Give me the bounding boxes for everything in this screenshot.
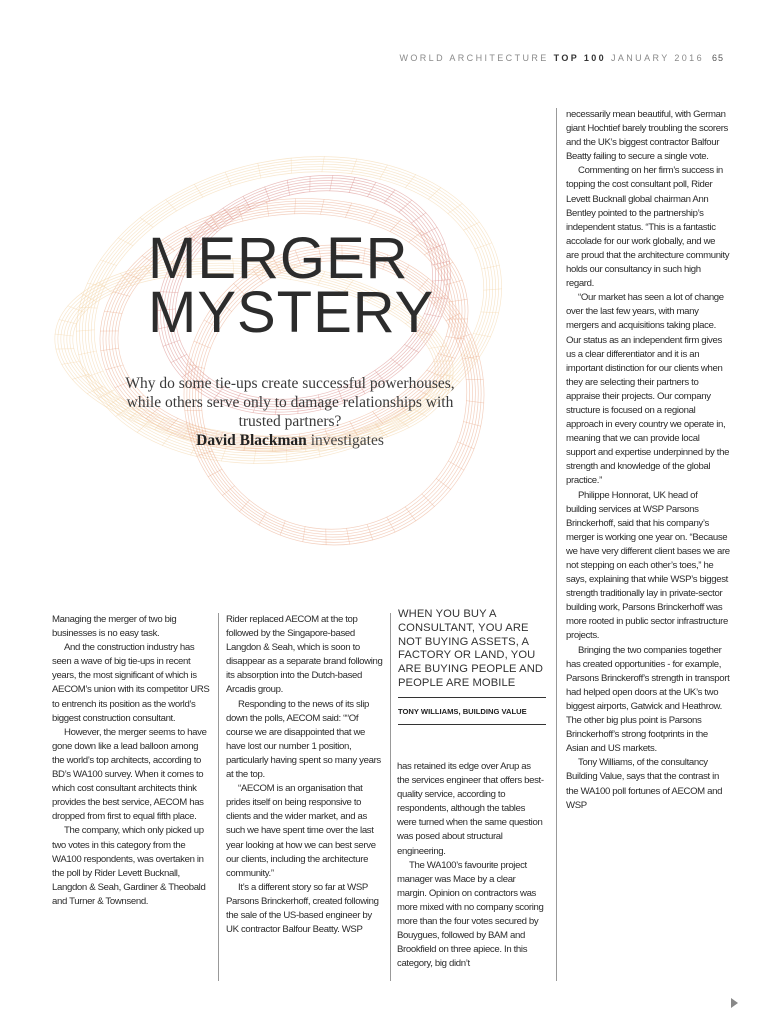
paragraph: Rider replaced AECOM at the top followed by the Singapore-based Langdon & Seah, which is soon to disappear as a separate brand following its absorption into the Dutch-based Arcadis group. xyxy=(226,614,383,696)
paragraph: And the construction industry has seen a wave of big tie-ups in recent years, the most significant of which is AECOM’s union with its competitor URS to entrench its position as the world’s biggest construction consultant. xyxy=(52,642,210,724)
paragraph: Commenting on her firm’s success in topping the cost consultant poll, Rider Levett Bucknall global chairman Ann Bentley pointed to the partnership’s independent status. “This is a fantastic accolade for our work globally, and we are proud that the architecture community holds our consultancy in such high regard. xyxy=(566,165,730,290)
body-column-4 xyxy=(566,108,730,813)
pull-quote-rule xyxy=(398,697,546,698)
paragraph: The WA100’s favourite project manager was Mace by a clear margin. Opinion on contractors was more mixed with no company scoring more than the four votes secured by Bouygues, followed by BAM and Brookfield on three apiece. In this category, big didn’t xyxy=(397,859,544,970)
body-column-1 xyxy=(52,613,212,909)
ribbon-stroke xyxy=(411,213,426,223)
ribbon-stroke xyxy=(475,243,492,249)
paragraph: necessarily mean beautiful, with German giant Hochtief barely troubling the scorers and the UK’s biggest contractor Balfour Beatty failing to secure a single vote. xyxy=(566,109,728,163)
column-divider-2 xyxy=(390,613,391,981)
ribbon-stroke xyxy=(166,200,177,211)
pull-quote-rule-bottom xyxy=(398,724,546,725)
body-column-3 xyxy=(397,760,545,971)
ribbon-stroke xyxy=(113,292,130,297)
byline-suffix: investigates xyxy=(306,432,384,449)
ribbon-stroke xyxy=(101,260,117,266)
standfirst-text: Why do some tie-ups create successful powerhouses, while others serve only to damage relationships with trusted partners? xyxy=(125,375,455,430)
ribbon-stroke xyxy=(436,479,450,490)
ribbon-stroke xyxy=(369,210,378,224)
paragraph: The company, which only picked up two votes in this category from the WA100 respondents, was overtaken in the poll by Rider Levett Bucknall, Langdon & Seah, Gardiner & Theobald and Turner & Townsend. xyxy=(52,825,206,907)
paragraph: Philippe Honnorat, UK head of building services at WSP Parsons Brinckerhoff, said that his company’s merger is working one year on. “Because we have very different client bases we are not stepping on each other’s toes,” he says, explaining that while WSP’s biggest strength traditionally lay in private-sector building work, Parsons Brinckerhoff was more rooted in public sector infrastructure projects. xyxy=(566,489,730,642)
body-column-2 xyxy=(226,613,384,937)
pull-quote-text: WHEN YOU BUY A CONSULTANT, YOU ARE NOT BUYING ASSETS, A FACTORY OR LAND, YOU ARE BUYING PEOPLE AND PEOPLE ARE MOBILE xyxy=(398,608,544,689)
column-divider-1 xyxy=(218,613,219,981)
spiral-ribbon-illustration xyxy=(34,95,544,600)
page-number: 65 xyxy=(711,53,724,63)
running-header xyxy=(0,53,724,63)
ribbon-stroke xyxy=(265,187,270,201)
paragraph: “Our market has seen a lot of change over the last few years, with many mergers and acquisitions taking place. Our status as an independent firm gives us a clear differentiator and it is an important distinction for our clients when they are selecting their partners to appraise their projects. Our company structure is focused on a regional approach in every country we operate in, meaning that we can provide local support and expertise underpinned by the strength and knowledge of the global practice.” xyxy=(566,292,730,487)
title-line-1: MERGER xyxy=(148,226,409,291)
ribbon-stroke xyxy=(428,188,440,200)
pull-quote-attribution: TONY WILLIAMS, BUILDING VALUE xyxy=(398,706,527,716)
paragraph: Tony Williams, of the consultancy Building Value, says that the contrast in the WA100 poll fortunes of AECOM and WSP xyxy=(566,757,723,811)
header-issue: JANUARY 2016 xyxy=(606,53,704,63)
header-prefix: WORLD ARCHITECTURE xyxy=(399,53,554,63)
article-title xyxy=(148,226,468,345)
paragraph: “AECOM is an organisation that prides itself on being responsive to clients and the wider market, and as such we have spent time over the last year looking at how we can best serve our clients, including the architecture community.” xyxy=(226,783,376,879)
ribbon-stroke xyxy=(461,355,477,361)
paragraph: However, the merger seems to have gone down like a lead balloon among the world’s top architects, according to BD’s WA100 survey. When it comes to which cost consultant architects think provides the best service, AECOM has dropped from first to equal fifth place. xyxy=(52,726,207,823)
byline-author: David Blackman xyxy=(196,432,307,449)
paragraph: Managing the merger of two big businesses is no easy task. xyxy=(52,614,177,640)
ribbon-stroke xyxy=(118,238,133,246)
continue-arrow-icon xyxy=(731,998,738,1008)
paragraph: Responding to the news of its slip down the polls, AECOM said: ““Of course we are disappointed that we have lost our number 1 position, particularly having spent so many years at the top. xyxy=(226,698,381,781)
title-line-2: MYSTERY xyxy=(148,280,435,345)
ribbon-stroke xyxy=(405,345,419,353)
ribbon-stroke xyxy=(380,165,388,179)
header-publication: TOP 100 xyxy=(553,53,607,63)
ribbon-stroke xyxy=(405,507,416,521)
paragraph: It’s a different story so far at WSP Parsons Brinckerhoff, created following the sale of the US-based engineer by UK contractor Balfour Beatty. WSP xyxy=(226,881,379,936)
pull-quote xyxy=(398,608,546,725)
paragraph: has retained its edge over Arup as the services engineer that offers best-quality service, according to respondents, although the tables were turned when the same question was posed about structural engineering. xyxy=(397,761,544,857)
standfirst xyxy=(110,374,470,450)
ribbon-stroke xyxy=(368,182,376,196)
column-divider-3 xyxy=(556,108,557,981)
paragraph: Bringing the two companies together has created opportunities - for example, Parsons Brinckeroff’s strength in transport had helped open doors at the UK’s two biggest airports, Gatwick and Heathrow. The other big plus point is Parsons Brinckerhoff’s strong footprints in the Asian and US markets. xyxy=(566,644,730,755)
ribbon-stroke xyxy=(387,517,395,532)
